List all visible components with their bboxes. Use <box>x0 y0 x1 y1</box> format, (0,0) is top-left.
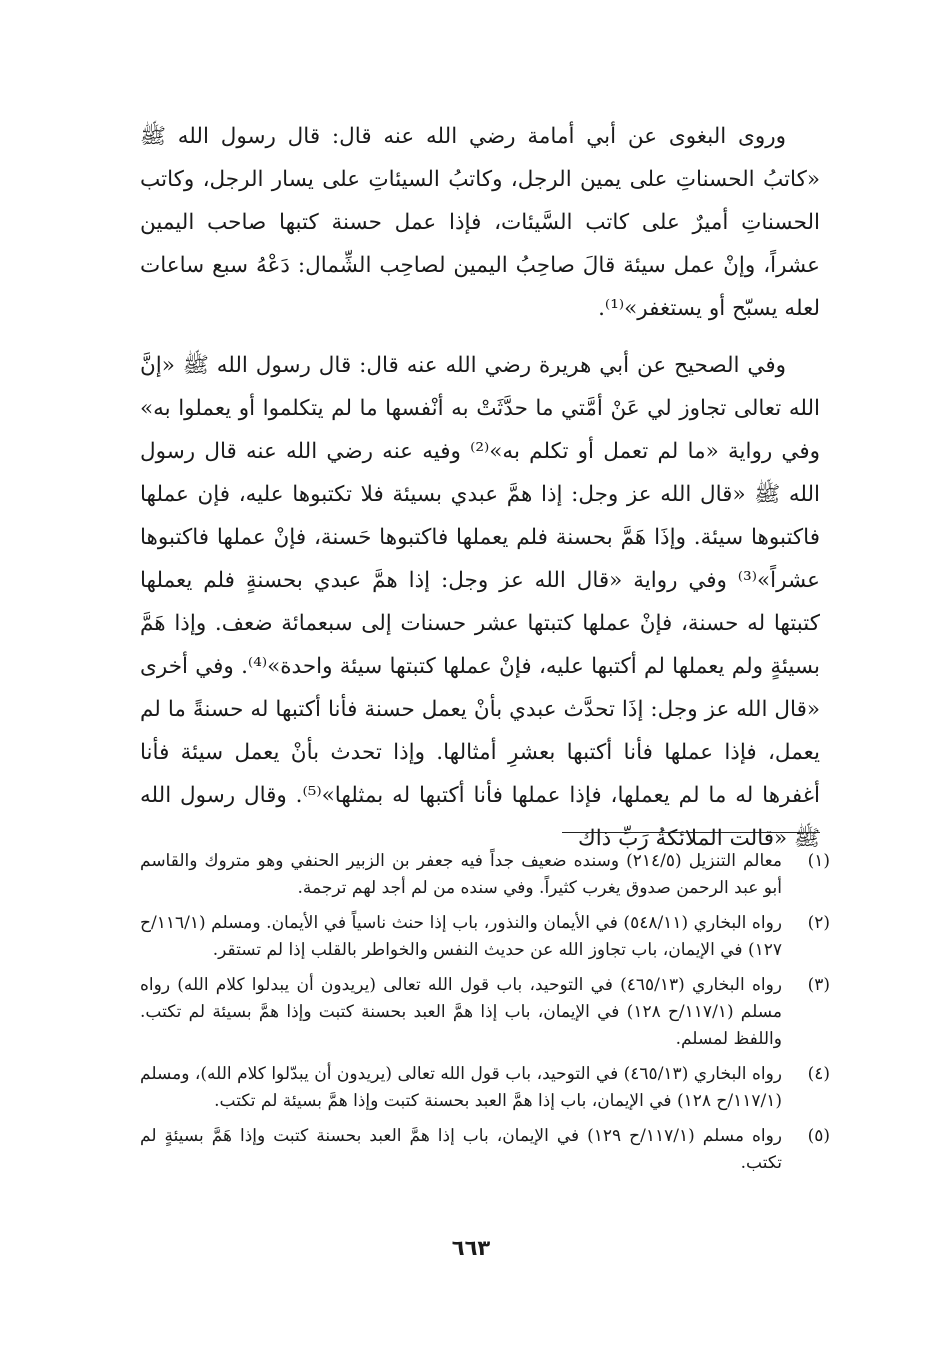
footnote-1 <box>140 848 830 902</box>
paragraph-1: وروى البغوى عن أبي أمامة رضي الله عنه قال: قال رسول الله ﷺ «كاتبُ الحسناتِ على يمين الرجل، وكاتبُ السيئاتِ على يسار الرجل، وكاتب الحسناتِ أميرٌ على كاتب السَّيئات، فإذا عمل حسنة كتبها صاحب اليمين عشراً، وإنْ عمل سيئة قالَ صاحِبُ اليمين لصاحِب الشِّمال: دَعْهُ سبع ساعات لعله يسبّح أو يستغفر»⁽¹⁾. <box>140 124 820 321</box>
paragraph-2: وفي الصحيح عن أبي هريرة رضي الله عنه قال: قال رسول الله ﷺ «إنَّ الله تعالى تجاوز لي عَنْ أمَّتي ما حدَّثَتْ به أنْفسها ما لم يتكلموا أو يعملوا به» وفي رواية «ما لم تعمل أو تكلم به»⁽²⁾ وفيه عنه رضي الله عنه قال رسول الله ﷺ «قال الله عز وجل: إذا همَّ عبدي بسيئة فلا تكتبوها عليه، فإن عملها فاكتبوها سيئة. وإذَا هَمَّ بحسنة فلم يعملها فاكتبوها حَسنة، فإنْ عملها فاكتبوها عشراً»⁽³⁾ وفي رواية «قال الله عز وجل: إذا همَّ عبدي بحسنةٍ فلم يعملها كتبتها له حسنة، فإنْ عملها كتبتها عشر حسنات إلى سبعمائة ضعف. وإذا هَمَّ بسيئةٍ ولم يعملها لم أكتبها عليه، فإنْ عملها كتبتها سيئة واحدة»⁽⁴⁾. وفي أخرى «قال الله عز وجل: إذَا تحدَّث عبدي بأنْ يعمل حسنة فأنا أكتبها له حسنةً ما لم يعمل، فإذا عملها فأنا أكتبها بعشرِ أمثالها. وإذا تحدث بأنْ يعمل سيئة فأنا أغفرها له ما لم يعملها، فإذا عملها فأنا أكتبها له بمثلها»⁽⁵⁾. وقال رسول الله ﷺ «قالت الملائكةُ رَبِّ ذاك <box>140 353 820 851</box>
footnote-5 <box>140 1123 830 1177</box>
page-number: ٦٦٣ <box>451 1236 491 1260</box>
footnote-text: معالم التنزيل (٢١٤/٥) وسنده ضعيف جداً فيه جعفر بن الزبير الحنفي وهو متروك والقاسم أبو عبد الرحمن صدوق يغرب كثيراً. وفي سنده من لم أجد لهم ترجمة. <box>140 851 782 898</box>
main-text <box>140 115 820 874</box>
footnote-3 <box>140 972 830 1053</box>
footnote-text: رواه البخاري (٤٦٥/١٣) في التوحيد، باب قول الله تعالى (يريدون أن يبدلوا كلام الله) رواه مسلم (١١٧/١/ح ١٢٨) في الإيمان، باب إذا همَّ العبد بحسنة كتبت وإذا همَّ بسيئة لم تكتب. واللفظ لمسلم. <box>140 975 783 1049</box>
footnote-number: (٢) <box>807 913 830 933</box>
footnote-number: (٣) <box>807 975 830 995</box>
footnote-4 <box>140 1061 830 1115</box>
footnote-separator <box>562 832 820 833</box>
footnote-2 <box>140 910 830 964</box>
footnote-text: رواه مسلم (١١٧/١/ح ١٢٩) في الإيمان، باب إذا همَّ العبد بحسنة كتبت وإذا هَمَّ بسيئةٍ لم تكتب. <box>140 1126 783 1173</box>
footnote-number: (٥) <box>807 1126 830 1146</box>
footnote-number: (٤) <box>807 1064 830 1084</box>
footnote-number: (١) <box>807 851 830 871</box>
footnote-text: رواه البخاري (٥٤٨/١١) في الأيمان والنذور، باب إذا حنث ناسياً في الأيمان. ومسلم (١١٦/١/ح ١٢٧) في الإيمان، باب تجاوز الله عن حديث النفس والخواطر بالقلب إذا لم تستقر. <box>140 913 782 960</box>
footnote-text: رواه البخاري (٤٦٥/١٣) في التوحيد، باب قول الله تعالى (يريدون أن يبدّلوا كلام الله)، ومسلم (١١٧/١/ح ١٢٨) في الإيمان، باب إذا همَّ العبد بحسنة كتبت وإذا همَّ بسيئة لم تكتب. <box>140 1064 782 1111</box>
footnotes <box>140 848 830 1185</box>
